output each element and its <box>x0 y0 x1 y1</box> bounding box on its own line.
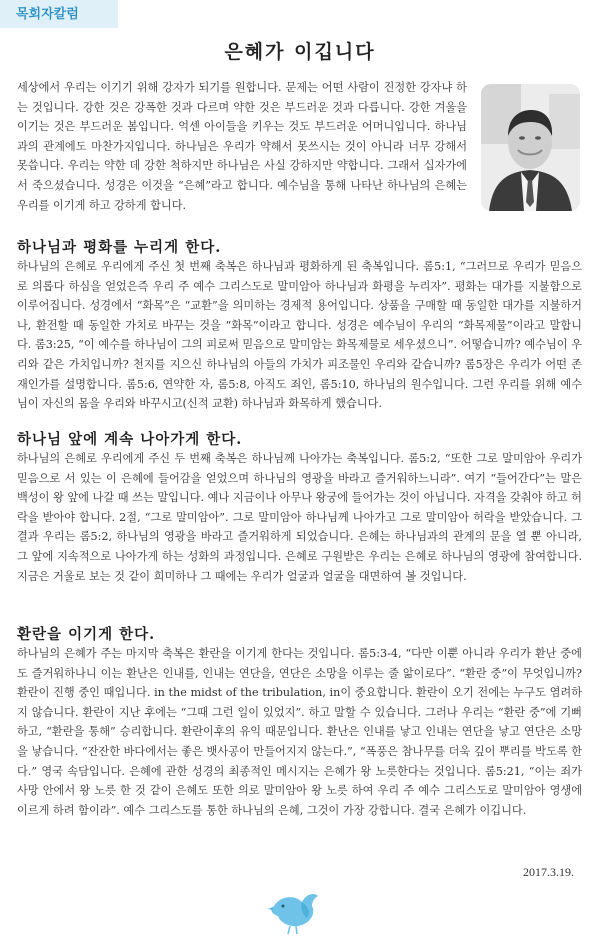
bird-icon <box>266 884 326 936</box>
section-heading-peace: 하나님과 평화를 누리게 한다. <box>17 239 222 256</box>
section-heading-approach: 하나님 앞에 계속 나아가게 한다. <box>17 431 243 448</box>
column-date: 2017.3.19. <box>523 865 574 879</box>
column-title: 은혜가 이깁니다 <box>224 41 376 63</box>
section-heading-tribulation: 환란을 이기게 한다. <box>17 626 156 643</box>
intro-paragraph: 세상에서 우리는 이기기 위해 강자가 되기를 원합니다. 문제는 어떤 사람이 진정한 강자냐 하는 것입니다. 강한 것은 강폭한 것과 다르며 약한 것은 부드러운 것과 다릅니다. 강한 겨울을 이기는 것은 부드러운 봄입니다. 억센 아이들을 키우는 것도 부드러운 어머니입니다. 하나님과의 관계에도 마찬가지입니다. 하나님은 우리가 약해서 못쓰시는 것이 아니라 너무 강해서 못씁니다. 우리는 약한 데 강한 척하지만 하나님은 사실 강하지만 약합니다. 그래서 십자가에서 죽으셨습니다. 성경은 이것을 “은혜”라고 합니다. 예수님을 통해 나타난 하나님의 은혜는 우리를 이기게 하고 강하게 합니다. <box>17 81 467 212</box>
pastor-photo <box>481 84 580 211</box>
section-body-tribulation: 하나님의 은혜가 주는 마지막 축복은 환란을 이기게 한다는 것입니다. 롬5:3-4, “다만 이뿐 아니라 우리가 환난 중에도 즐거워하나니 이는 환난은 인내를, 인내는 연단을, 연단은 소망을 이루는 줄 앎이로다”. “환란 중”이 무엇입니까? 환란이 진행 중인 때입니다. in the midst of the tribulation, in이 중요합니다. 환란이 오기 전에는 누구도 염려하지 않습니다. 환란이 지난 후에는 “그때 그런 일이 있었지”. 하고 말할 수 있습니다. 그러나 우리는 “환란 중”에 기뻐하고, “환란을 통해” 승리합니다. 환란이후의 유익 때문입니다. 환난은 인내를 낳고 인내는 연단을 낳고 연단은 소망을 낳습니다. “잔잔한 바다에서는 좋은 뱃사공이 만들어지지 않는다.”, “폭풍은 참나무를 더욱 깊이 뿌리를 박도록 한다.” 영국 속담입니다. 은혜에 관한 성경의 최종적인 메시지는 은혜가 왕 노릇한다는 것입니다. 롬5:21, “이는 죄가 사망 안에서 왕 노릇 한 것 같이 은혜도 또한 의로 말미암아 왕 노릇 하여 우리 주 예수 그리스도로 말미암아 영생에 이르게 하려 함이라”. 예수 그리스도를 통한 하나님의 은혜, 그것이 가장 강합니다. 결국 은혜가 이깁니다. <box>17 647 582 817</box>
pastor-portrait-image <box>481 84 580 211</box>
section-body-approach: 하나님의 은혜로 우리에게 주신 두 번째 축복은 하나님께 나아가는 축복입니다. 롬5:2, “또한 그로 말미암아 우리가 믿음으로 서 있는 이 은혜에 들어감을 얻었으며 하나님의 영광을 바라고 즐거워하느니라”. 여기 “들어간다”는 말은 백성이 왕 앞에 나갈 때 쓰는 말입니다. 예나 지금이나 아무나 왕궁에 들어가는 것이 아닙니다. 자격을 갖춰야 하고 허락을 받아야 합니다. 2절, “그로 말미암아”. 그로 말미암아 하나님께 나아가고 그로 말미암아 허락을 받았습니다. 그 결과 우리는 롬5:2, 하나님의 영광을 바라고 즐거워하게 되었습니다. 은혜는 하나님과의 관계의 문을 열 뿐 아니라, 그 앞에 지속적으로 나아가게 하는 성화의 과정입니다. 은혜로 구원받은 우리는 은혜로 하나님의 영광에 참여합니다. 지금은 거울로 보는 것 같이 희미하나 그 때에는 우리가 얼굴과 얼굴을 대면하여 볼 것입니다. <box>17 452 582 583</box>
section-body-peace: 하나님의 은혜로 우리에게 주신 첫 번째 축복은 하나님과 평화하게 된 축복입니다. 롬5:1, “그러므로 우리가 믿음으로 의롭다 하심을 얻었은즉 우리 주 예수 그리스도로 말미암아 하나님과 화평을 누리자”. 평화는 대가를 지불함으로 이루어집니다. 성경에서 “화목”은 “교환”을 의미하는 경제적 용어입니다. 상품을 구매할 때 동일한 대가를 지불하거나, 환전할 때 동일한 가치로 바꾸는 것을 “화목”이라고 합니다. 성경은 예수님이 우리의 “화목제물”이라고 말합니다. 롬3:25, “이 예수를 하나님이 그의 피로써 믿음으로 말미암는 화목제물로 세우셨으니”. 어떻습니까? 예수님이 우리와 같은 가치입니까? 천지를 지으신 하나님의 아들의 가치가 피조물인 우리와 같습니까? 롬5장은 우리가 어떤 존재인가를 설명합니다. 롬5:6, 연약한 자, 롬5:8, 아직도 죄인, 롬5:10, 하나님의 원수입니다. 그런 우리를 위해 예수님이 자신의 몸을 우리와 바꾸시고(신적 교환) 하나님과 화목하게 했습니다. <box>17 260 582 411</box>
column-category-tab: 목회자칼럼 <box>0 0 118 28</box>
